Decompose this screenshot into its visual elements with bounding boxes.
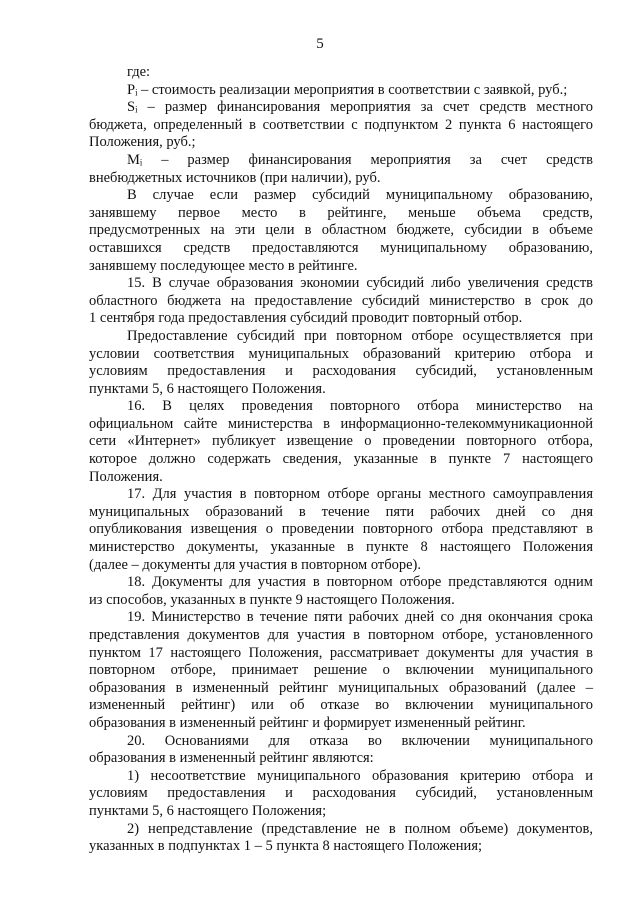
text-line: Мᵢ – размер финансирования мероприятия за счет средств	[127, 151, 593, 168]
text-line: областного бюджета на предоставление субсидий министерство в срок до	[89, 292, 593, 309]
text-line: которое должно содержать сведения, указанные в пункте 7 настоящего	[89, 451, 593, 468]
text-line: занявшему последующее место в рейтинге.	[89, 257, 358, 274]
text-line: 2) непредставление (представление не в полном объеме) документов,	[127, 820, 593, 837]
text-line: 1) несоответствие муниципального образования критерию отбора и	[127, 767, 593, 784]
text-line: сети «Интернет» публикует извещение о проведении повторного отбора,	[89, 433, 593, 450]
text-line: образования в измененный рейтинг являются:	[89, 750, 374, 767]
text-line: условиям предоставления и расходования субсидий, установленным	[89, 785, 593, 802]
text-line: 18. Документы для участия в повторном отборе представляются одним	[127, 574, 593, 591]
text-line: 16. В целях проведения повторного отбора министерство на	[127, 398, 593, 415]
text-line: измененный рейтинг) или об отказе во включении муниципального	[89, 697, 593, 714]
text-line: где:	[127, 64, 151, 80]
text-line: повторном отборе, принимает решение о включении муниципального	[89, 662, 593, 679]
text-line: муниципальных образований в течение пяти рабочих дней со дня	[89, 503, 593, 520]
text-line: 15. В случае образования экономии субсидий либо увеличения средств	[127, 275, 593, 292]
text-line: опубликования извещения о проведении повторного отбора представляют в	[89, 521, 593, 538]
text-line: бюджета, определенный в соответствии с подпунктом 2 пункта 6 настоящего	[89, 116, 593, 133]
text-line: оставшихся средств предоставляются муниципальному образованию,	[89, 239, 593, 256]
text-line: пунктами 5, 6 настоящего Положения;	[89, 802, 327, 819]
text-line: 1 сентября года предоставления субсидий проводит повторный отбор.	[89, 310, 523, 327]
text-line: внебюджетных источников (при наличии), руб.	[89, 169, 381, 186]
text-line: (далее – документы для участия в повторном отборе).	[89, 556, 421, 573]
text-line: 20. Основаниями для отказа во включении муниципального	[127, 732, 593, 749]
text-line: Sᵢ – размер финансирования мероприятия за счет средств местного	[127, 99, 593, 116]
text-line: занявшему первое место в рейтинге, меньше объема средств,	[89, 204, 593, 221]
text-line: из способов, указанных в пункте 9 настоящего Положения.	[89, 591, 455, 608]
text-line: указанных в подпунктах 1 – 5 пункта 8 настоящего Положения;	[89, 838, 483, 855]
text-line: условии соответствия муниципальных образований критерию отбора и	[89, 345, 593, 362]
text-line: Предоставление субсидий при повторном отборе осуществляется при	[127, 327, 593, 344]
text-line: 17. Для участия в повторном отборе органы местного самоуправления	[127, 486, 593, 503]
text-line: предусмотренных на эти цели в областном бюджете, субсидии в объеме	[89, 222, 593, 239]
text-line: Положения.	[89, 468, 163, 485]
text-line: В случае если размер субсидий муниципальному образованию,	[127, 187, 593, 204]
text-line: Рᵢ – стоимость реализации мероприятия в соответствии с заявкой, руб.;	[127, 81, 568, 98]
text-line: образования в измененный рейтинг муниципальных образований (далее –	[89, 679, 593, 696]
text-line: представления документов для участия в повторном отборе, установленного	[89, 627, 593, 643]
text-line: образования в измененный рейтинг и формирует измененный рейтинг.	[89, 714, 526, 731]
text-line: пунктами 5, 6 настоящего Положения.	[89, 380, 326, 397]
text-line: официальном сайте министерства в информационно-телекоммуникационной	[89, 415, 593, 432]
text-line: пунктом 17 настоящего Положения, рассматривает документы для участия в	[89, 644, 593, 661]
text-line: Положения, руб.;	[89, 134, 196, 151]
text-line: условиям предоставления и расходования субсидий, установленным	[89, 363, 593, 380]
document-body	[89, 64, 593, 856]
page-number: 5	[316, 36, 324, 52]
text-line: 19. Министерство в течение пяти рабочих дней со дня окончания срока	[127, 609, 593, 626]
text-line: министерство документы, указанные в пункте 8 настоящего Положения	[89, 539, 593, 556]
